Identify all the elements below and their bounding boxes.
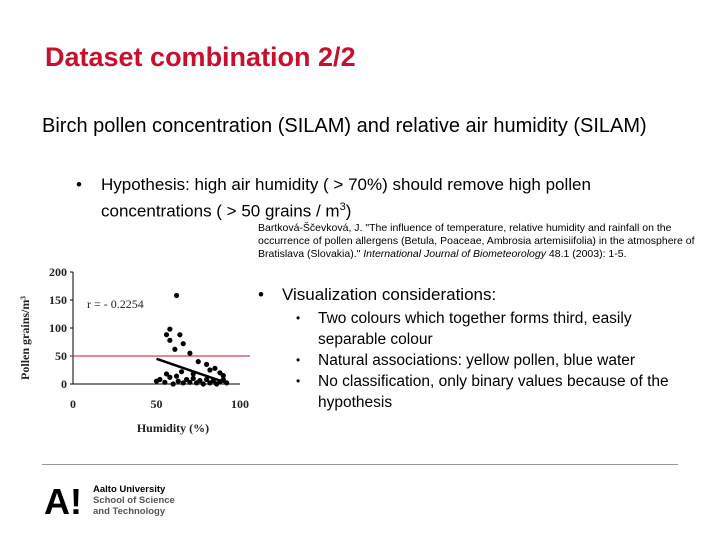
chart-layer [18, 265, 250, 435]
bullet-dot: • [258, 285, 264, 304]
data-point [191, 376, 196, 381]
data-point [167, 338, 172, 343]
hypothesis-bullet [76, 174, 696, 223]
hypothesis-text-main: Hypothesis: high air humidity ( > 70%) should remove high pollen concentrations ( > 50 grains / m [101, 175, 591, 221]
superscript-3: 3 [339, 201, 346, 213]
x-axis-label: Humidity (%) [136, 421, 210, 435]
x-tick-label: 50 [150, 397, 163, 411]
bullet-dot: • [296, 374, 301, 388]
data-point [204, 362, 209, 367]
logo-exclaim: ! [70, 482, 82, 516]
y-tick-label: 200 [49, 265, 67, 279]
hypothesis-text [101, 174, 696, 223]
data-point [172, 347, 177, 352]
list-item [296, 350, 676, 371]
data-point [162, 380, 167, 385]
list-item [296, 308, 676, 350]
correlation-annotation: r = - 0.2254 [87, 297, 144, 311]
consideration-text: No classification, only binary values because of the hypothesis [318, 373, 669, 411]
data-point [177, 332, 182, 337]
university-line1: Aalto University [93, 484, 166, 495]
data-point [196, 359, 201, 364]
visualization-heading: Visualization considerations: [282, 285, 497, 304]
consideration-text: Natural associations: yellow pollen, blue water [318, 352, 636, 369]
logo-letter: A [44, 482, 70, 516]
data-point [187, 351, 192, 356]
visualization-bullet [258, 284, 698, 306]
citation-volume: 48.1 (2003): 1-5. [545, 248, 627, 260]
y-tick-label: 150 [49, 293, 67, 307]
bullet-dot: • [76, 175, 82, 194]
data-point [181, 341, 186, 346]
data-point [167, 327, 172, 332]
slide-title: Dataset combination 2/2 [45, 42, 356, 72]
y-tick-label: 50 [55, 349, 67, 363]
x-tick-label: 0 [70, 397, 76, 411]
bullet-dot: • [296, 311, 301, 325]
list-item [296, 371, 676, 413]
y-axis-label: Pollen grains/m³ [18, 296, 32, 380]
data-point [179, 369, 184, 374]
university-line3: and Technology [93, 506, 166, 517]
citation-text: Bartková-Ščevková, J. "The influence of temperature, relative humidity and rainfall on the occurrence of pollen allergens (Betula, Poaceae, Ambrosia artemisiifolia) in the atmosphere of Bratislava (Slovakia)." [258, 222, 695, 260]
data-point [174, 293, 179, 298]
data-point [157, 377, 162, 382]
university-line2: School of Science [93, 495, 175, 506]
y-tick-label: 100 [49, 321, 67, 335]
citation [258, 222, 698, 261]
consideration-text: Two colours which together forms third, easily separable colour [318, 310, 632, 348]
footer-divider [42, 464, 678, 465]
data-point [176, 379, 181, 384]
main-statement: Birch pollen concentration (SILAM) and relative air humidity (SILAM) [42, 115, 647, 137]
data-point [164, 371, 169, 376]
data-point [164, 332, 169, 337]
citation-journal: International Journal of Biometeorology [363, 248, 546, 260]
data-point [201, 381, 206, 386]
hypothesis-text-end: ) [345, 201, 352, 221]
x-tick-label: 100 [231, 397, 249, 411]
considerations-list [296, 308, 676, 413]
bullet-dot: • [296, 353, 301, 367]
data-point [174, 374, 179, 379]
data-point [207, 367, 212, 372]
data-point [171, 381, 176, 386]
y-tick-label: 0 [61, 377, 67, 391]
university-name [93, 484, 175, 517]
aalto-logo-icon [44, 482, 86, 516]
data-point [212, 366, 217, 371]
scatter-chart [18, 262, 250, 442]
